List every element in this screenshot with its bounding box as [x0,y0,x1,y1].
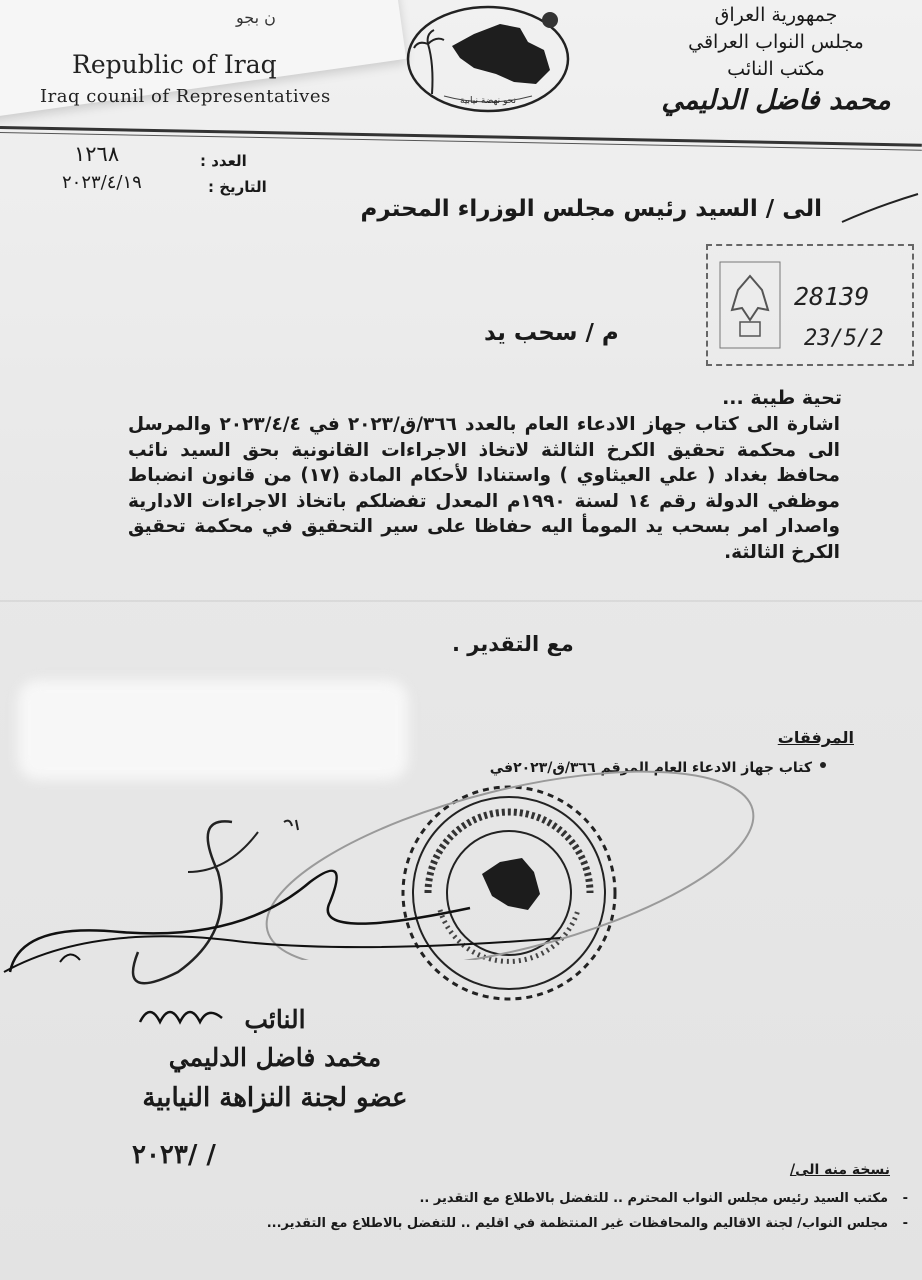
copies-title: نسخة منه الى/ [789,1162,890,1178]
iraq-map-logo [404,4,572,114]
emblem-icon [718,260,782,350]
handwritten-signature [0,812,560,1032]
recipient-line: الى / السيد رئيس مجلس الوزراء المحترم [360,196,822,222]
signer-title: النائب [244,1005,306,1034]
signature-date: ٢٠٢٣/ / [132,1140,216,1170]
ar-office: مكتب النائب [727,58,825,80]
copy-item: - مجلس النواب/ لجنة الاقاليم والمحافظات غير المنتظمة في اقليم .. للتفضل بالاطلاع مع التقدير... [188,1211,908,1236]
signer-name: مخمد فاضل الدليمي [168,1043,382,1072]
ar-republic: جمهورية العراق [714,4,838,26]
logo-caption: نحو نهضة نيابية [460,96,516,106]
copies-list [188,1186,908,1236]
paper-crease [0,600,922,602]
receipt-date: 23/5/2 [804,326,884,351]
attachments-title: المرفقات [777,728,854,747]
letter-body: اشارة الى كتاب جهاز الادعاء العام بالعدد ٣٦٦/ق/٢٠٢٣ في ٢٠٢٣/٤/٤ والمرسل الى محكمة تحقيق الكرخ الثالثة لاتخاذ الاجراءات القانونية بحق السيد نائب محافظ بغداد ( علي العيثاوي ) واستنادا لأحكام المادة (١٧) من قانون انضباط موظفي الدولة رقم ١٤ لسنة ١٩٩٠م المعدل تفضلكم باتخاذ الاجراءات الادارية واصدار امر بسحب يد المومأ اليه حفاظا على سير التحقيق في محكمة تحقيق الكرخ الثالثة. [128,414,840,563]
signature-block [110,1002,440,1118]
republic-line: Republic of Iraq [72,50,277,79]
receipt-stamp [706,244,914,366]
receipt-number: 28139 [794,282,870,311]
arabic-header [656,2,896,119]
council-line: Iraq counil of Representatives [40,86,331,107]
bullet-icon [820,762,826,768]
ar-member-name: محمد فاضل الدليمي [661,85,891,116]
header-rule [0,126,922,147]
number-value: ١٢٦٨ [74,142,120,166]
ar-council: مجلس النواب العراقي [688,31,864,53]
closing: مع التقدير . [452,632,574,656]
date-value: ٢٠٢٣/٤/١٩ [62,172,142,193]
signer-role: عضو لجنة النزاهة النيابية [142,1083,408,1113]
top-left-fragment: ن بجو [236,8,276,27]
copy-item: - مكتب السيد رئيس مجلس النواب المحترم .. للتفضل بالاطلاع مع التقدير .. [188,1186,908,1211]
greeting: تحية طيبة ... [722,387,842,409]
date-label: التاريخ : [208,178,267,196]
subject-line: م / سحب يد [484,320,619,346]
number-label: العدد : [200,152,247,170]
attachment-item: كتاب جهاز الادعاء العام المرقم ٣٦٦/ق/٢٠٢٣في [489,760,812,776]
handwritten-stroke [838,188,922,228]
